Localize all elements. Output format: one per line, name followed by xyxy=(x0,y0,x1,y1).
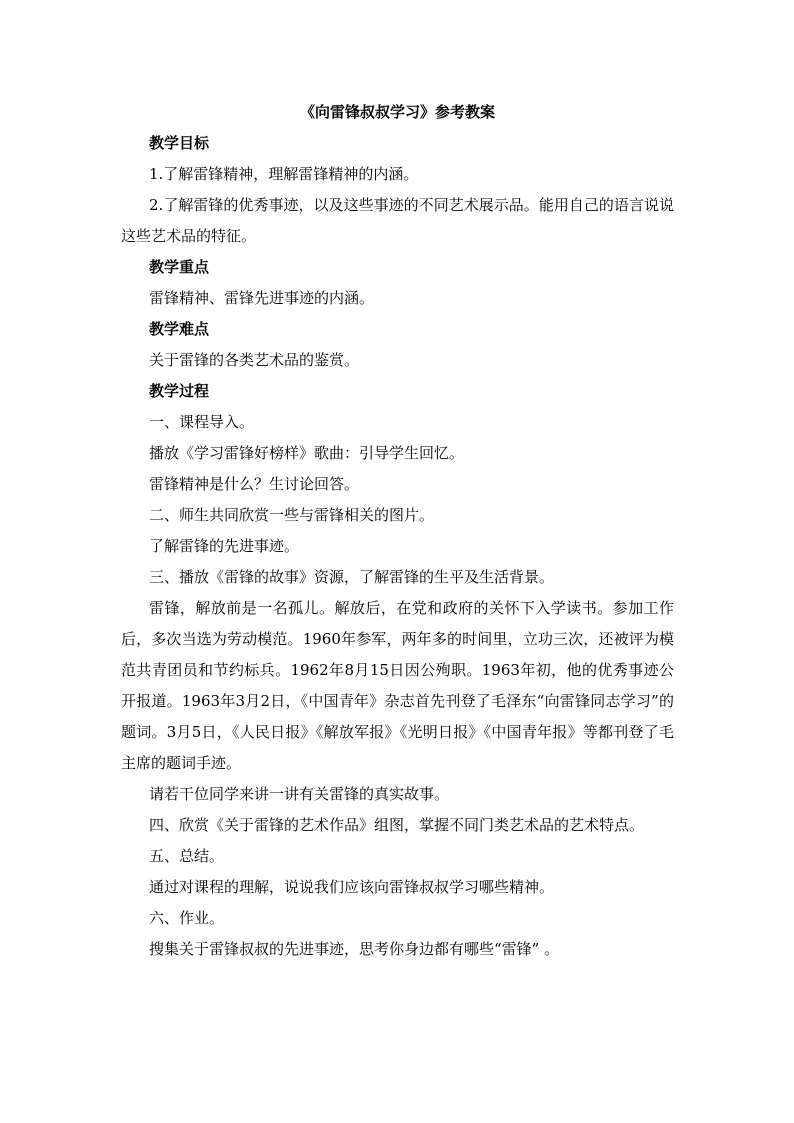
section-heading-difficulties: 教学难点 xyxy=(149,320,210,338)
section-heading-objectives: 教学目标 xyxy=(149,134,210,152)
paragraph: 1.了解雷锋精神，理解雷锋精神的内涵。 xyxy=(149,165,419,183)
section-heading-process: 教学过程 xyxy=(149,382,210,400)
paragraph: 四、欣赏《关于雷锋的艺术作品》组图，掌握不同门类艺术品的艺术特点。 xyxy=(149,816,645,834)
paragraph: 搜集关于雷锋叔叔的先进事迹，思考你身边都有哪些“雷锋” 。 xyxy=(149,940,560,958)
paragraph: 一、课程导入。 xyxy=(149,413,255,431)
paragraph: 雷锋，解放前是一名孤儿。解放后，在党和政府的关怀下入学读书。参加工作后，多次当选为劳动模范。1960年参军，两年多的时间里，立功三次，还被评为模范共青团员和节约标兵。1962年8月15日因公殉职。1963年初，他的优秀事迹公开报道。1963年3月2日，《中国青年》杂志首先刊登了毛泽东“向雷锋同志学习”的题词。3月5日，《人民日报》《解放军报》《光明日报》《中国青年报》等都刊登了毛主席的题词手迹。 xyxy=(121,599,674,772)
paragraph: 雷锋精神是什么？生讨论回答。 xyxy=(149,475,360,493)
paragraph: 五、总结。 xyxy=(149,847,225,865)
paragraph: 2.了解雷锋的优秀事迹，以及这些事迹的不同艺术展示品。能用自己的语言说说这些艺术品的特征。 xyxy=(121,196,674,245)
paragraph: 了解雷锋的先进事迹。 xyxy=(149,537,300,555)
paragraph: 请若干位同学来讲一讲有关雷锋的真实故事。 xyxy=(149,785,450,803)
document-body xyxy=(121,97,674,965)
paragraph: 六、作业。 xyxy=(149,909,225,927)
paragraph: 二、师生共同欣赏一些与雷锋相关的图片。 xyxy=(149,506,435,524)
document-title: 《向雷锋叔叔学习》参考教案 xyxy=(299,103,495,121)
section-heading-key-points: 教学重点 xyxy=(149,258,210,276)
paragraph: 关于雷锋的各类艺术品的鉴赏。 xyxy=(149,351,360,369)
paragraph: 播放《学习雷锋好榜样》歌曲：引导学生回忆。 xyxy=(149,444,465,462)
paragraph: 雷锋精神、雷锋先进事迹的内涵。 xyxy=(149,289,375,307)
paragraph: 三、播放《雷锋的故事》资源，了解雷锋的生平及生活背景。 xyxy=(149,568,555,586)
paragraph: 通过对课程的理解，说说我们应该向雷锋叔叔学习哪些精神。 xyxy=(149,878,555,896)
